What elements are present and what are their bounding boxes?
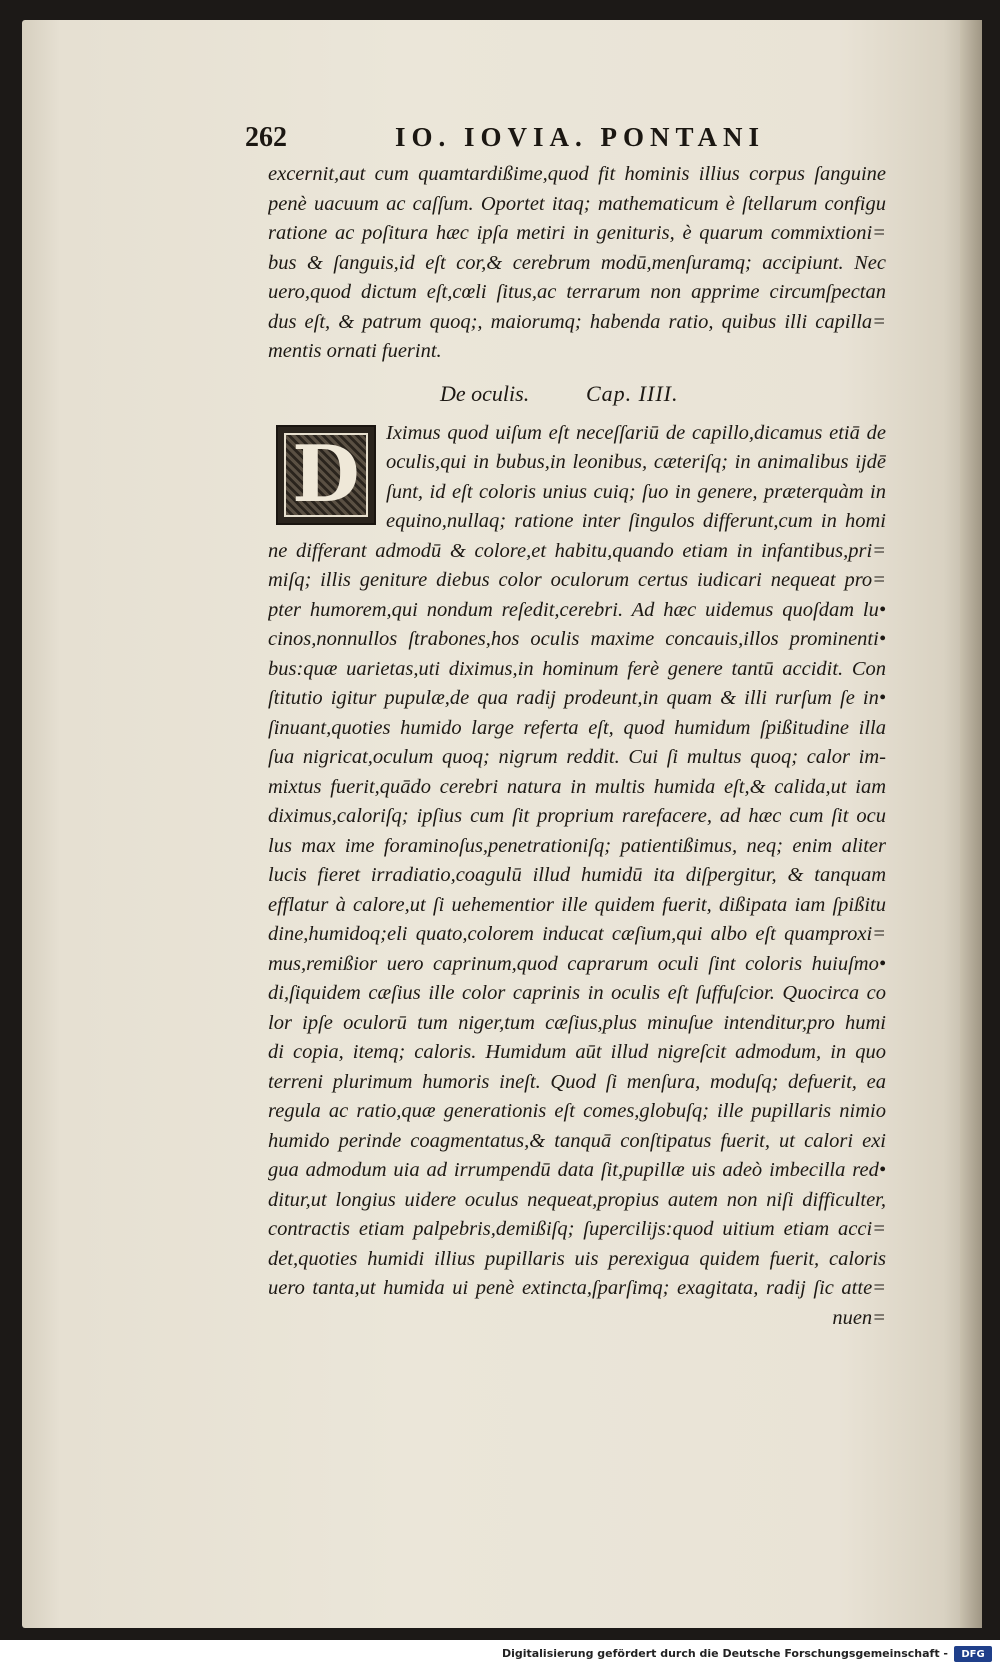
catchword: nuen= xyxy=(832,1306,886,1329)
text-line: lus max ime foraminoſus,penetrationiſq; patientißimus, neq; enim aliter xyxy=(268,834,886,857)
text-line: humido perinde coagmentatus,& tanquā conſtipatus fuerit, ut calori exi xyxy=(268,1129,886,1152)
paragraph-body xyxy=(268,537,886,1334)
text-line: uero tanta,ut humida ui penè extincta,ſparſimq; exagitata, radij ſic atte= xyxy=(268,1277,886,1299)
text-line: ratione ac poſitura hæc ipſa metiri in genituris, è quarum commixtioni= xyxy=(268,222,886,244)
text-line: di,ſiquidem cæſius ille color caprinis in oculis eſt ſuffuſcior. Quocirca co xyxy=(268,982,886,1004)
chapter-heading xyxy=(268,373,886,417)
text-line: ſinuant,quoties humido large referta eſt, quod humidum ſpißitudine illa xyxy=(268,716,886,739)
text-line: pter humorem,qui nondum reſedit,cerebri. Ad hæc uidemus quoſdam lu• xyxy=(268,598,886,621)
text-line: oculis,qui in bubus,in leonibus, cæteriſq; in animalibus ijdē xyxy=(386,451,886,473)
text-line: terreni plurimum humoris ineſt. Quod ſi menſura, moduſq; defuerit, ea xyxy=(268,1070,886,1093)
text-line: lor ipſe oculorū tum niger,tum cæſius,plus minuſue intenditur,pro humi xyxy=(268,1011,886,1034)
text-line: dus eſt, & patrum quoq;, maiorumq; habenda ratio, quibus illi capilla= xyxy=(268,310,886,333)
text-line: regula ac ratio,quæ generationis eſt comes,globuſq; ille pupillaris nimio xyxy=(268,1100,886,1122)
text-line: ne differant admodū & colore,et habitu,quando etiam in infantibus,pri= xyxy=(268,539,886,562)
paragraph-top xyxy=(268,160,886,367)
text-line: uero,quod dictum eſt,cœli ſitus,ac terrarum non apprime circumſpectan xyxy=(268,281,886,303)
text-line: bus:quæ uarietas,uti diximus,in hominum ferè genere tantū accidit. Con xyxy=(268,657,886,680)
dfg-logo[interactable]: DFG xyxy=(954,1646,992,1662)
initial-letter: D xyxy=(292,428,360,520)
text-line: penè uacuum ac caſſum. Oportet itaq; mathematicum è ſtellarum configu xyxy=(268,192,886,215)
text-line: mixtus fuerit,quādo cerebri natura in multis humida eſt,& calida,ut iam xyxy=(268,775,886,798)
decorated-initial xyxy=(276,425,376,525)
text-line: miſq; illis geniture diebus color oculorum certus iudicari nequeat pro= xyxy=(268,569,886,591)
text-line: dine,humidoq;eli quato,colorem inducat cæſium,qui albo eſt quamproxi= xyxy=(268,923,886,945)
text-line: bus & ſanguis,id eſt cor,& cerebrum modū,menſuramq; accipiunt. Nec xyxy=(268,251,886,274)
text-line: mentis ornati fuerint. xyxy=(268,340,442,362)
text-line: excernit,aut cum quamtardißime,quod fit hominis illius corpus ſanguine xyxy=(268,163,886,185)
text-line: ſtitutio igitur pupulæ,de qua radij prodeunt,in quam & illi rurſum ſe in• xyxy=(268,687,886,709)
text-block xyxy=(268,160,886,1333)
paragraph-with-initial xyxy=(268,419,886,537)
chapter-number: Cap. IIII. xyxy=(586,380,679,406)
text-line: ſunt, id eſt coloris unius cuiq; ſuo in genere, præterquàm in xyxy=(386,480,886,503)
funding-credit: Digitalisierung gefördert durch die Deutsche Forschungsgemeinschaft - xyxy=(501,1647,948,1660)
text-line: contractis etiam palpebris,demißiſq; ſupercilijs:quod uitium etiam acci= xyxy=(268,1218,886,1240)
text-line: lucis fieret irradiatio,coagulū illud humidū ita diſpergitur, & tanquam xyxy=(268,864,886,886)
text-line: Iximus quod uiſum eſt neceſſariū de capillo,dicamus etiā de xyxy=(386,421,886,444)
page-edge xyxy=(960,20,982,1628)
text-line: det,quoties humidi illius pupillaris uis perexigua quidem fuerit, caloris xyxy=(268,1247,886,1270)
text-line: ditur,ut longius uidere oculus nequeat,propius autem non niſi difficulter, xyxy=(268,1188,886,1211)
text-line: cinos,nonnullos ſtrabones,hos oculis maxime concauis,illos prominenti• xyxy=(268,628,886,650)
page-number: 262 xyxy=(245,122,287,153)
digitization-footer xyxy=(0,1640,1000,1668)
text-line: mus,remißior uero caprinum,quod caprarum oculi ſint coloris huiuſmo• xyxy=(268,952,886,975)
chapter-title: De oculis. xyxy=(440,380,530,406)
text-line: efflatur à calore,ut ſi uehementior ille quidem fuerit, dißipata iam ſpißitu xyxy=(268,893,886,916)
text-line: diximus,caloriſq; ipſius cum ſit proprium rarefacere, ad hæc cum ſit ocu xyxy=(268,805,886,827)
text-line: equino,nullaq; ratione inter ſingulos differunt,cum in homi xyxy=(386,510,886,532)
text-line: ſua nigricat,oculum quoq; nigrum reddit. Cui ſi multus quoq; calor im- xyxy=(268,746,886,768)
text-line: di copia, itemq; caloris. Humidum aūt illud nigreſcit admodum, in quo xyxy=(268,1041,886,1063)
page-header xyxy=(245,122,865,162)
text-line: gua admodum uia ad irrumpendū data ſit,pupillæ uis adeò imbecilla red• xyxy=(268,1159,886,1181)
running-title: IO. IOVIA. PONTANI xyxy=(395,122,766,152)
